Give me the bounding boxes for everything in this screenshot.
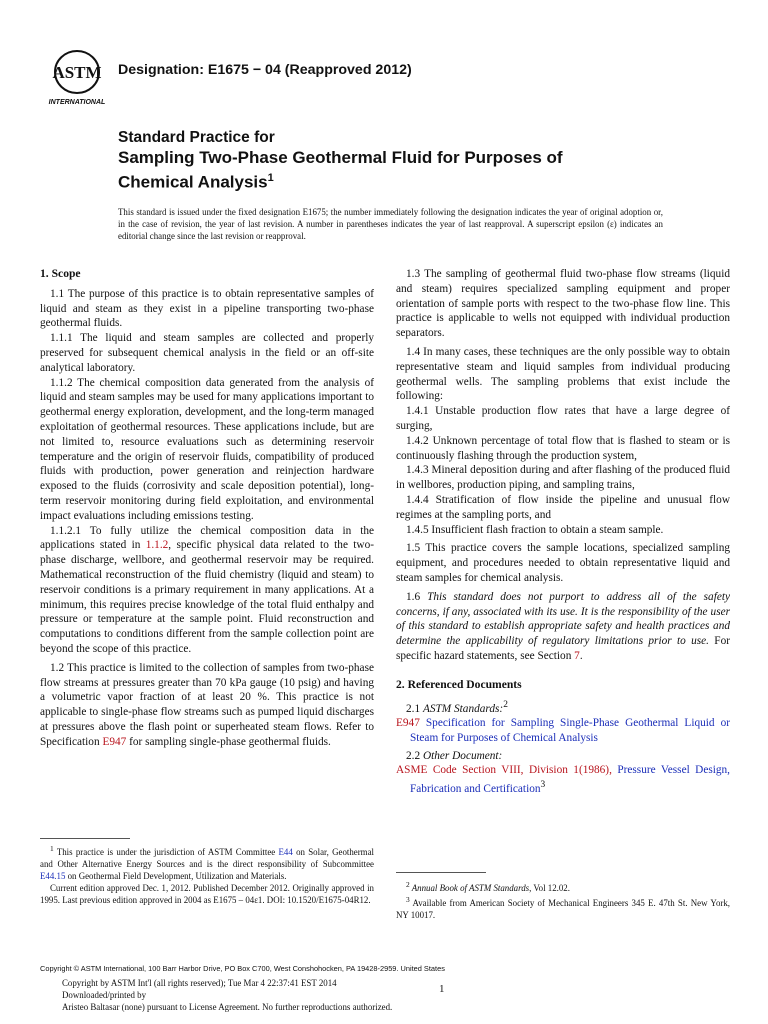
link-e947[interactable]: E947 [102, 735, 127, 748]
section-heading-scope: 1. Scope [40, 267, 81, 280]
title-line1: Standard Practice for [118, 129, 275, 146]
footnote-divider [396, 872, 486, 873]
para-text: for sampling single-phase geothermal fluids. [126, 735, 331, 748]
copyright-line: Copyright © ASTM International, 100 Barr Harbor Drive, PO Box C700, West Conshohocken, PA 19428-2959. United States [40, 964, 445, 973]
ref-title-e947[interactable]: Specification for Sampling Single-Phase Geothermal Liquid or Steam for Purposes of Chemical Analysis [410, 717, 730, 744]
para-1-6 [396, 590, 730, 664]
link-e44[interactable]: E44 [278, 846, 293, 857]
para-text: For specific hazard statements, see Section [396, 635, 730, 662]
para-1-1: 1.1 The purpose of this practice is to obtain representative samples of liquid and steam as they exist in a pipeline transporting two-phase geothermal fluids. [40, 287, 374, 330]
para-1-4-2: 1.4.2 Unknown percentage of total flow that is flashed to steam or is continuously flashing through the production system, [396, 434, 730, 462]
para-2-2 [396, 749, 730, 764]
para-1-4-4: 1.4.4 Stratification of flow inside the pipeline and unusual flow regimes at the sampling ports, and [396, 493, 730, 521]
footnote-mark: 2 [406, 880, 410, 889]
para-1-1-2: 1.1.2 The chemical composition data generated from the analysis of liquid and steam samples may be used for many applications important to geothermal energy exploration, development, and the long-term managed exploitation of geothermal resources. These applications include, but are not limited to, resource evaluations such as determining reservoir temperature and the origin of reservoir fluids, compatibility of produced fluids with production, power generation and reinjection hardware exposed to the fluids (corrosivity and scale deposition potential), long-term reservoir monitoring during field exploitation, and environmental impact evaluations including emissions testing. [40, 376, 374, 522]
footnote-mark: 2 [503, 699, 508, 710]
safety-statement: This standard does not purport to address all of the safety concerns, if any, associated with its use. It is the responsibility of the user of this standard to establish appropriate safety and health practices and determine the applicability of regulatory limitations prior to use. [396, 590, 730, 648]
reference-asme [396, 763, 730, 796]
para-number: 2.1 [406, 702, 423, 715]
para-text: 1.1.2.1 To fully utilize the chemical composition data in the applications stated in [40, 524, 374, 552]
left-column [40, 267, 374, 750]
para-number: 2.2 [406, 749, 423, 762]
footnote-text: on Solar, Geothermal and Other Alternative Energy Sources and is the direct responsibility of Subcommittee [40, 846, 374, 869]
footnote-text: Available from American Society of Mechanical Engineers 345 E. 47th St. New York, NY 10017. [396, 897, 730, 920]
para-text: . [579, 649, 583, 662]
footnote-text: This practice is under the jurisdiction of ASTM Committee [53, 846, 279, 857]
footnotes-left [40, 843, 374, 906]
download-notice [62, 977, 392, 1013]
footnote-text: , Vol 12.02. [529, 882, 570, 893]
standard-notice: This standard is issued under the fixed designation E1675; the number immediately following the designation indicates the year of original adoption or, in the case of revision, the year of last revision. A number in parentheses indicates the year of last reapproval. A superscript epsilon (ε) indicates an editorial change since the last revision or reapproval. [118, 207, 663, 241]
footnote-mark: 3 [540, 780, 546, 791]
para-number: 1.6 [406, 590, 428, 603]
para-1-3: 1.3 The sampling of geothermal fluid two-phase flow streams (liquid and steam) requires specialized sampling equipment and proper orientation of sample ports with respect to the two-phase flow line. This practice is applicable to wells not equipped with individual production separators. [396, 268, 730, 340]
ref-title-asme[interactable]: Pressure Vessel Design, Fabrication and Certification [410, 764, 730, 796]
right-column [396, 267, 730, 797]
para-1-1-2-1 [40, 524, 374, 657]
ref-code-e947[interactable]: E947 [396, 717, 420, 730]
footnote-1-edition: Current edition approved Dec. 1, 2012. Published December 2012. Originally approved in 1995. Last previous edition approved in 2004 as E1675 – 04ε1. DOI: 10.1520/E1675-04R12. [40, 882, 374, 905]
link-e44-15[interactable]: E44.15 [40, 870, 66, 881]
para-1-4-1: 1.4.1 Unstable production flow rates that have a large degree of surging, [396, 405, 730, 432]
para-1-4-3: 1.4.3 Mineral deposition during and after flashing of the produced fluid in wellbores, production piping, and sampling trains, [396, 464, 730, 492]
para-1-4: 1.4 In many cases, these techniques are the only possible way to obtain representative steam and liquid samples from individual producing geothermal wells. The sampling problems that exist include the following: [396, 345, 730, 403]
footnote-text: on Geothermal Field Development, Utilization and Materials. [65, 870, 287, 881]
designation: Designation: E1675 − 04 (Reapproved 2012) [118, 62, 412, 78]
other-document-label: Other Document: [422, 749, 503, 762]
footnote-mark: 3 [406, 894, 410, 904]
title-main [118, 147, 678, 193]
title-line2: Sampling Two-Phase Geothermal Fluid for Purposes of [118, 148, 563, 167]
title-line3: Chemical Analysis [118, 172, 268, 192]
footnote-divider [40, 838, 130, 839]
para-1-5: 1.5 This practice covers the sample locations, specialized sampling equipment, and procedures needed to obtain representative liquid and steam samples for chemical analysis. [396, 542, 730, 584]
svg-text:INTERNATIONAL: INTERNATIONAL [48, 99, 106, 106]
footnotes-right [396, 879, 730, 921]
para-text: 1.2 This practice is limited to the collection of samples from two-phase flow streams at pressures greater than 70 kPa gauge (10 psig) and having a volumetric vapor fraction of at least 20 %. This practice is not applicable to single-phase flow streams such as pumped liquid discharges at pressures above the flash point or superheated steam flows. Refer to Specification [40, 661, 374, 748]
para-text: , specific physical data related to the two-phase discharge, wellbore, and geothermal reservoir may be required. Mathematical reconstruction of the fluid chemistry (liquid and steam) to reservoir conditions is a primary requirement in many applications. At a minimum, this requires precise knowledge of the total fluid enthalpy and pressure or temperature at the sample point. Fluid reconstruction and computations to conditions different from the sample collection point are beyond the scope of this practice. [40, 539, 374, 655]
footnote-text: Annual Book of ASTM Standards [409, 882, 530, 893]
title-block [118, 128, 678, 193]
link-1-1-2[interactable]: 1.1.2 [145, 539, 169, 552]
page-number: 1 [439, 983, 445, 995]
footnote-3 [396, 894, 730, 921]
svg-text:ASTM: ASTM [52, 63, 102, 82]
title-footnote-mark: 1 [267, 172, 274, 184]
para-1-1-1: 1.1.1 The liquid and steam samples are collected and properly preserved for subsequent chemical analysis in the field or an off-site analytical laboratory. [40, 332, 374, 374]
para-1-4-5: 1.4.5 Insufficient flash fraction to obtain a steam sample. [406, 523, 664, 536]
download-line-1: Copyright by ASTM Int'l (all rights reserved); Tue Mar 4 22:37:41 EST 2014 [62, 978, 337, 988]
astm-standards-label: ASTM Standards: [422, 702, 504, 715]
footnote-mark: 1 [50, 844, 54, 853]
para-2-1 [396, 698, 730, 717]
download-line-2: Downloaded/printed by [62, 990, 147, 1000]
section-heading-referenced-documents: 2. Referenced Documents [396, 677, 522, 691]
para-1-2 [40, 661, 374, 750]
link-section-7[interactable]: 7 [574, 649, 580, 662]
footnote-1 [40, 843, 374, 882]
download-line-3: Aristeo Baltasar (none) pursuant to License Agreement. No further reproductions authorized. [62, 1002, 393, 1012]
astm-logo [42, 48, 112, 106]
ref-code-asme[interactable]: ASME Code Section VIII, Division 1(1986), [396, 764, 612, 777]
reference-e947 [396, 716, 730, 746]
footnote-2 [396, 879, 730, 894]
